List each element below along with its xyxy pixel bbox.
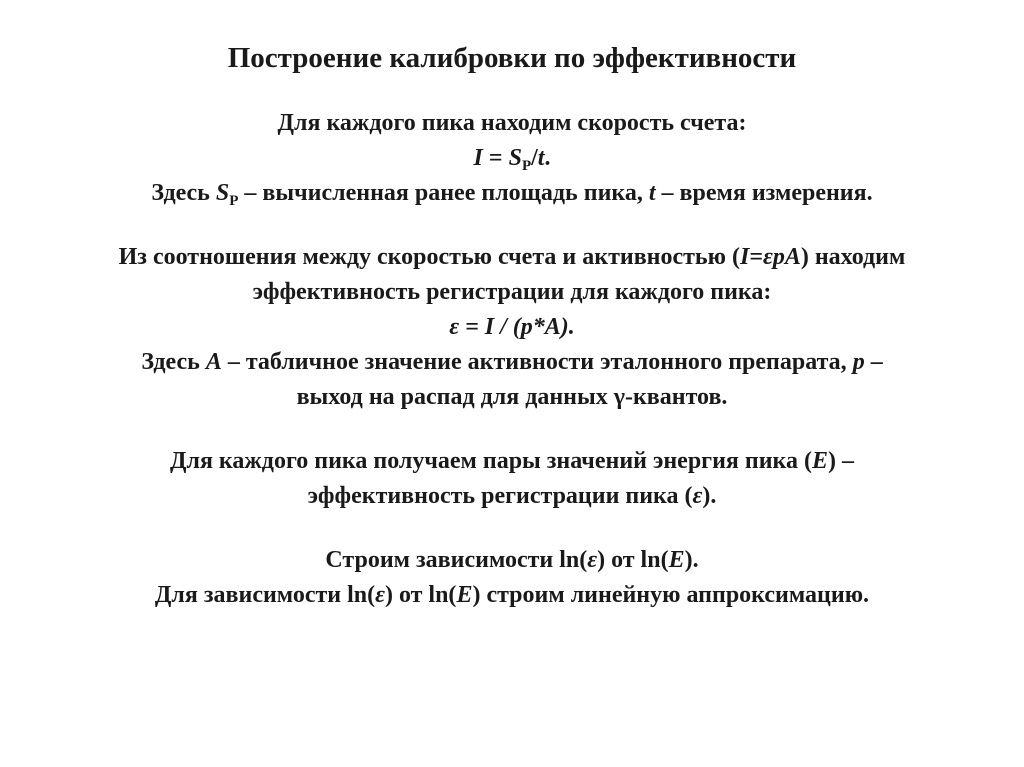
formula-symbol: ε: [692, 483, 703, 509]
formula-subscript: P: [229, 193, 239, 209]
text-run: Для зависимости ln(: [154, 582, 376, 608]
linear-fit-line: [0, 578, 1024, 613]
formula-symbol: S: [508, 145, 522, 171]
text-run: ) находим: [800, 244, 906, 270]
formula-symbol: S: [215, 180, 230, 206]
paragraph-gap: [0, 514, 1024, 543]
formula-symbol: E: [812, 448, 829, 474]
formula-text: /: [531, 145, 538, 171]
efficiency-formula: ε = I / (p*A).: [449, 314, 575, 340]
formula-symbol: ε: [375, 582, 385, 608]
text-run: ).: [684, 547, 699, 573]
paragraph-gap: [0, 415, 1024, 444]
formula-symbol: A: [205, 349, 222, 375]
text-run: –: [864, 349, 883, 375]
text-run: – табличное значение активности эталонного препарата,: [221, 349, 853, 375]
formula-symbol: ε: [587, 547, 598, 573]
text-run: ) от ln(: [384, 582, 457, 608]
formula-symbol: t: [648, 180, 656, 206]
slide-title: Построение калибровки по эффективности: [227, 42, 797, 74]
slide-body: [0, 106, 1024, 613]
text-run: Здесь: [151, 180, 216, 206]
efficiency-intro-continued: эффективность регистрации для каждого пика:: [252, 279, 772, 305]
formula-symbol: t: [537, 145, 545, 171]
text-run: ) строим линейную аппроксимацию.: [472, 582, 870, 608]
efficiency-explanation: [0, 345, 1024, 380]
text-run: Здесь: [141, 349, 206, 375]
formula-symbol: E: [668, 547, 685, 573]
text-run: – вычисленная ранее площадь пика,: [238, 180, 649, 206]
count-rate-intro: Для каждого пика находим скорость счета:: [277, 110, 747, 136]
text-run: – время измерения.: [655, 180, 873, 206]
formula-symbol: E: [456, 582, 473, 608]
text-run: ).: [702, 483, 717, 509]
formula-subscript: P: [521, 158, 532, 174]
text-run: ) от ln(: [597, 547, 669, 573]
text-run: ) –: [828, 448, 855, 474]
text-run: эффективность регистрации пика (: [307, 483, 693, 509]
formula-symbol: p: [852, 349, 865, 375]
efficiency-intro: [0, 240, 1024, 275]
count-rate-explanation: [0, 176, 1024, 211]
efficiency-explanation-continued: выход на распад для данных γ-квантов.: [296, 384, 728, 410]
formula-symbol: I=εpA: [739, 244, 801, 270]
log-dependency-line: [0, 543, 1024, 578]
count-rate-formula: [0, 141, 1024, 176]
formula-text: =: [482, 145, 509, 171]
text-run: Из соотношения между скоростью счета и активностью (: [118, 244, 740, 270]
text-run: Строим зависимости ln(: [325, 547, 588, 573]
value-pairs-line-continued: [0, 479, 1024, 514]
text-run: Для каждого пика получаем пары значений энергия пика (: [169, 448, 812, 474]
formula-text: .: [544, 145, 551, 171]
paragraph-gap: [0, 211, 1024, 240]
formula-symbol: I: [473, 145, 483, 171]
value-pairs-line: [0, 444, 1024, 479]
